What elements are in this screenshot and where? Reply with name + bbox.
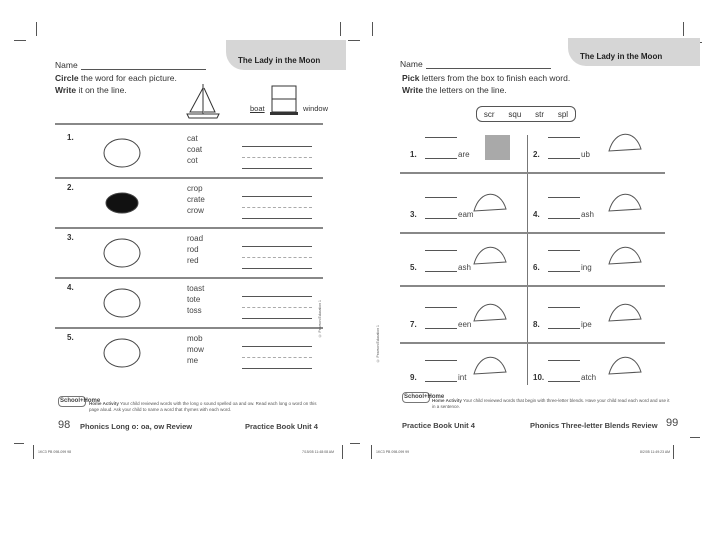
home-activity-label: Home Activity — [432, 398, 462, 403]
crop-mark — [340, 22, 341, 36]
home-activity-label: Home Activity — [89, 401, 119, 406]
answer-line[interactable] — [425, 137, 457, 138]
picture-icon — [470, 183, 510, 218]
item-number: 2. — [67, 183, 74, 192]
word-choice[interactable]: crop — [187, 184, 203, 193]
letter-option: spl — [557, 109, 569, 119]
footer-left: Phonics Long o: oa, ow Review — [80, 422, 193, 431]
guide-line — [242, 307, 312, 308]
answer-line[interactable] — [425, 218, 457, 219]
answer-line[interactable] — [425, 360, 457, 361]
crop-mark — [372, 22, 373, 36]
word-ending: ub — [581, 150, 590, 159]
word-choice[interactable]: tote — [187, 295, 201, 304]
item-number: 6. — [533, 263, 540, 272]
print-slug-left: 1KC3 PB 098-099 98 — [38, 450, 72, 454]
word-ending: ing — [581, 263, 592, 272]
answer-line[interactable] — [242, 268, 312, 269]
crop-mark — [36, 22, 37, 36]
name-line[interactable] — [81, 62, 206, 70]
item-number: 10. — [533, 373, 545, 382]
answer-line[interactable] — [242, 346, 312, 347]
answer-line[interactable] — [548, 158, 580, 159]
road-icon — [100, 233, 145, 273]
picture-icon — [605, 346, 645, 381]
divider — [55, 177, 323, 179]
divider — [400, 342, 665, 344]
answer-line[interactable] — [425, 271, 457, 272]
answer-line[interactable] — [242, 218, 312, 219]
crop-mark — [14, 40, 26, 41]
instruction-verb: Write — [402, 85, 424, 95]
word-choice[interactable]: toss — [187, 306, 202, 315]
window-icon — [270, 84, 298, 116]
print-slug-right: 8/2/05 11:49:23 AM — [640, 450, 671, 454]
word-ending: atch — [581, 373, 597, 382]
word-ending: ash — [458, 263, 471, 272]
answer-line[interactable] — [242, 246, 312, 247]
example-word-boat: boat — [250, 104, 265, 113]
picture-icon — [470, 236, 510, 271]
item-number: 2. — [533, 150, 540, 159]
name-field[interactable] — [55, 60, 206, 70]
letter-option: squ — [508, 109, 522, 119]
answer-line[interactable] — [242, 318, 312, 319]
answer-line[interactable] — [548, 307, 580, 308]
instruction-text: the word for each picture. — [78, 73, 177, 83]
item-number: 7. — [410, 320, 417, 329]
answer-line[interactable] — [242, 168, 312, 169]
word-choice[interactable]: mob — [187, 334, 203, 343]
home-activity-text: Your child reviewed words that begin with three-letter blends. Have your child read each word and use it in a sentence. — [432, 398, 670, 409]
divider — [400, 285, 665, 287]
instruction-text: letters from the box to finish each word. — [419, 73, 571, 83]
instruction-2 — [55, 85, 127, 95]
name-label: Name — [400, 59, 423, 69]
school-home-logo: School+Home — [58, 396, 86, 407]
word-choice[interactable]: red — [187, 256, 199, 265]
item-number: 4. — [67, 283, 74, 292]
name-line[interactable] — [426, 61, 551, 69]
copyright: © Pearson Education 1 — [376, 325, 380, 363]
instruction-text: the letters on the line. — [423, 85, 507, 95]
guide-line — [242, 207, 312, 208]
word-choice[interactable]: crow — [187, 206, 204, 215]
instruction-text: it on the line. — [76, 85, 127, 95]
print-slug-left: 1KC3 PB 098-099 99 — [376, 450, 410, 454]
guide-line — [242, 257, 312, 258]
answer-line[interactable] — [548, 271, 580, 272]
square-picture — [485, 135, 510, 160]
answer-line[interactable] — [548, 218, 580, 219]
word-choice[interactable]: crate — [187, 195, 205, 204]
page-tab-title: The Lady in the Moon — [568, 38, 700, 66]
footer-right: Phonics Three-letter Blends Review — [530, 421, 658, 430]
answer-line[interactable] — [548, 381, 580, 382]
answer-line[interactable] — [242, 146, 312, 147]
instruction-verb: Circle — [55, 73, 79, 83]
page-number: 99 — [666, 417, 679, 429]
picture-icon — [470, 346, 510, 381]
picture-icon — [605, 123, 645, 158]
crop-mark — [673, 445, 674, 459]
word-choice[interactable]: me — [187, 356, 199, 365]
word-choice[interactable]: cat — [187, 134, 198, 143]
instruction-1 — [55, 73, 177, 83]
crow-icon — [100, 183, 145, 223]
name-label: Name — [55, 60, 78, 70]
footer-left: Practice Book Unit 4 — [402, 421, 475, 430]
word-ending: are — [458, 150, 470, 159]
answer-line[interactable] — [548, 197, 580, 198]
print-slug-right: 7/15/05 11:48:08 AM — [302, 450, 335, 454]
crop-mark — [33, 445, 34, 459]
answer-line[interactable] — [548, 360, 580, 361]
item-number: 1. — [67, 133, 74, 142]
instruction-verb: Pick — [402, 73, 420, 83]
copyright: © Pearson Education 1 — [318, 300, 322, 338]
picture-icon — [605, 293, 645, 328]
answer-line[interactable] — [425, 381, 457, 382]
boat-icon — [185, 82, 221, 120]
crop-mark — [690, 437, 700, 438]
divider — [55, 327, 323, 329]
answer-line[interactable] — [548, 250, 580, 251]
divider — [400, 232, 665, 234]
answer-line[interactable] — [548, 328, 580, 329]
divider — [55, 227, 323, 229]
item-number: 4. — [533, 210, 540, 219]
word-choice[interactable]: road — [187, 234, 204, 243]
word-choice[interactable]: coat — [187, 145, 203, 154]
word-choice[interactable]: toast — [187, 284, 205, 293]
divider — [55, 123, 323, 125]
home-activity-text: Your child reviewed words with the long o sound spelled oa and ow. Read each long o word on this page aloud. Ask your child to name a word that rhymes with each word. — [89, 401, 317, 412]
instruction-1 — [402, 73, 570, 83]
item-number: 9. — [410, 373, 417, 382]
answer-line[interactable] — [425, 197, 457, 198]
item-number: 5. — [67, 333, 74, 342]
word-ending: ash — [581, 210, 594, 219]
answer-line[interactable] — [242, 368, 312, 369]
mower-icon — [100, 333, 145, 373]
home-activity — [89, 401, 319, 413]
coat-icon — [100, 133, 145, 173]
item-number: 5. — [410, 263, 417, 272]
answer-line[interactable] — [242, 196, 312, 197]
word-choice[interactable]: mow — [187, 345, 204, 354]
crop-mark — [14, 443, 24, 444]
instruction-verb: Write — [55, 85, 77, 95]
picture-icon — [470, 293, 510, 328]
page-tab-title: The Lady in the Moon — [226, 40, 346, 70]
letter-option: scr — [483, 109, 495, 119]
picture-icon — [605, 236, 645, 271]
answer-line[interactable] — [425, 307, 457, 308]
guide-line — [242, 357, 312, 358]
item-number: 1. — [410, 150, 417, 159]
word-ending: ipe — [581, 320, 592, 329]
word-ending: int — [458, 373, 467, 382]
letter-box — [476, 106, 576, 122]
word-choice[interactable]: rod — [187, 245, 199, 254]
page-number: 98 — [58, 419, 71, 431]
instruction-2 — [402, 85, 507, 95]
letter-option: str — [535, 109, 544, 119]
answer-line[interactable] — [242, 296, 312, 297]
crop-mark — [342, 445, 343, 459]
word-choice[interactable]: cot — [187, 156, 198, 165]
picture-icon — [605, 183, 645, 218]
crop-mark — [348, 40, 360, 41]
answer-line[interactable] — [425, 328, 457, 329]
divider — [400, 172, 665, 174]
answer-line[interactable] — [548, 137, 580, 138]
word-ending: eam — [458, 210, 474, 219]
item-number: 8. — [533, 320, 540, 329]
crop-mark — [371, 445, 372, 459]
word-ending: een — [458, 320, 472, 329]
item-number: 3. — [67, 233, 74, 242]
guide-line — [242, 157, 312, 158]
item-number: 3. — [410, 210, 417, 219]
example-word-window: window — [303, 104, 329, 113]
home-activity — [432, 398, 672, 410]
divider — [55, 277, 323, 279]
footer-right: Practice Book Unit 4 — [245, 422, 318, 431]
school-home-logo: School+Home — [402, 392, 430, 403]
crop-mark — [683, 22, 684, 36]
answer-line[interactable] — [425, 250, 457, 251]
toast-icon — [100, 283, 145, 323]
answer-line[interactable] — [425, 158, 457, 159]
crop-mark — [350, 443, 360, 444]
name-field[interactable] — [400, 59, 551, 69]
